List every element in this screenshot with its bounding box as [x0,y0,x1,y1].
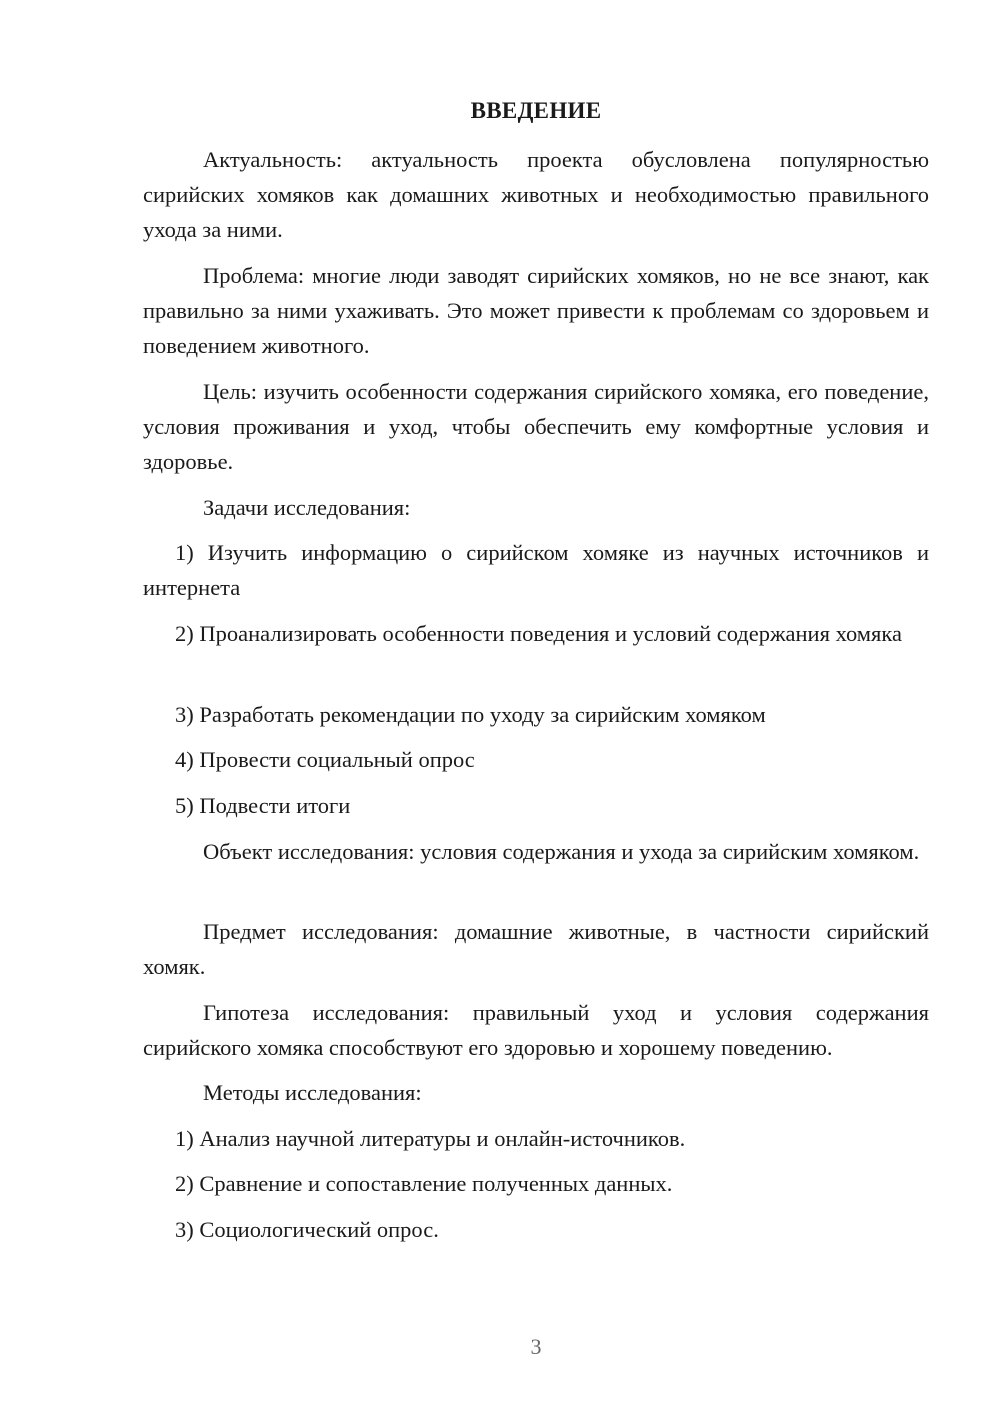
task-item: 3) Разработать рекомендации по уходу за сирийским хомяком [175,702,766,727]
task-item: 1) Изучить информацию о сирийском хомяке из научных источников и интернета [143,540,929,600]
task-item: 5) Подвести итоги [175,793,351,818]
method-item: 3) Социологический опрос. [175,1217,439,1242]
methods-heading: Методы исследования: [203,1080,422,1105]
tasks-heading: Задачи исследования: [203,495,411,520]
subject-paragraph: Предмет исследования: домашние животные, в частности сирийский хомяк. [143,919,929,979]
page-number: 3 [530,1334,542,1359]
object-paragraph: Объект исследования: условия содержания и ухода за сирийским хомяком. [203,839,920,864]
task-item: 2) Проанализировать особенности поведения и условий содержания хомяка [175,621,902,646]
problem-paragraph: Проблема: многие люди заводят сирийских хомяков, но не все знают, как правильно за ними ухаживать. Это может привести к проблемам со здоровьем и поведением животного. [143,263,929,358]
relevance-paragraph: Актуальность: актуальность проекта обусловлена популярностью сирийских хомяков как домашних животных и необходимостью правильного ухода за ними. [143,147,929,242]
method-item: 1) Анализ научной литературы и онлайн-источников. [175,1126,686,1151]
section-title: ВВЕДЕНИЕ [470,98,602,123]
task-item: 4) Провести социальный опрос [175,747,475,772]
method-item: 2) Сравнение и сопоставление полученных данных. [175,1171,673,1196]
hypothesis-paragraph: Гипотеза исследования: правильный уход и условия содержания сирийского хомяка способствуют его здоровью и хорошему поведению. [143,1000,929,1060]
goal-paragraph: Цель: изучить особенности содержания сирийского хомяка, его поведение, условия проживания и уход, чтобы обеспечить ему комфортные условия и здоровье. [143,379,929,474]
